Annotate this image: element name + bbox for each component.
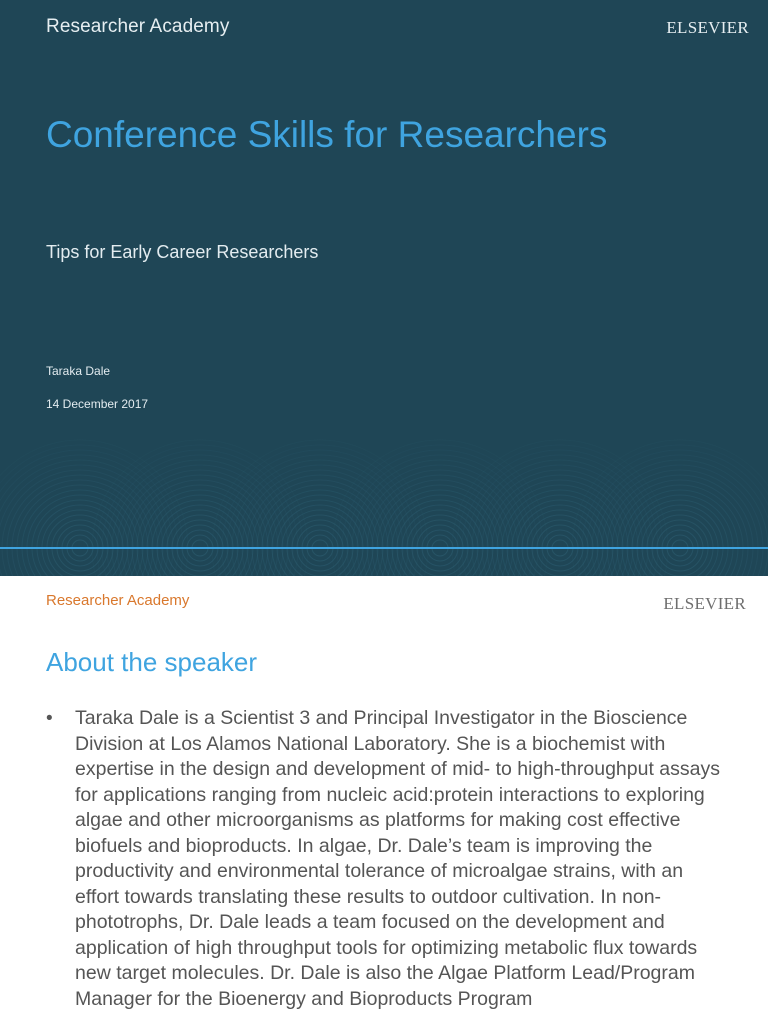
about-speaker-slide [0,576,768,1024]
speaker-bio-text: Taraka Dale is a Scientist 3 and Principal Investigator in the Bioscience Division at Los Alamos National Laboratory. She is a biochemist with expertise in the design and development of mid- to high-throughput assays for applications ranging from nucleic acid:protein interactions to exploring algae and other microorganisms as platforms for making cost effective biofuels and bioproducts. In algae, Dr. Dale’s team is improving the productivity and environmental tolerance of microalgae strains, with an effort towards translating these results to outdoor cultivation. In non-phototrophs, Dr. Dale leads a team focused on the development and application of high throughput tools for optimizing metabolic flux towards new target molecules. Dr. Dale is also the Algae Platform Lead/Program Manager for the Bioenergy and Bioproducts Program [75,707,720,1010]
slide-title: Conference Skills for Researchers [46,114,608,155]
elsevier-logo: ELSEVIER [666,18,749,37]
presenter-name: Taraka Dale [46,364,111,378]
slide-subtitle: Tips for Early Career Researchers [46,242,319,262]
concentric-circles-decoration [0,400,768,576]
presentation-date: 14 December 2017 [46,397,149,411]
speaker-bio [46,706,736,1012]
bullet-icon: • [46,708,53,729]
researcher-academy-brand: Researcher Academy [46,592,190,609]
researcher-academy-brand: Researcher Academy [46,16,230,37]
elsevier-logo: ELSEVIER [663,594,746,613]
section-heading: About the speaker [46,647,258,677]
divider-line [0,547,768,549]
